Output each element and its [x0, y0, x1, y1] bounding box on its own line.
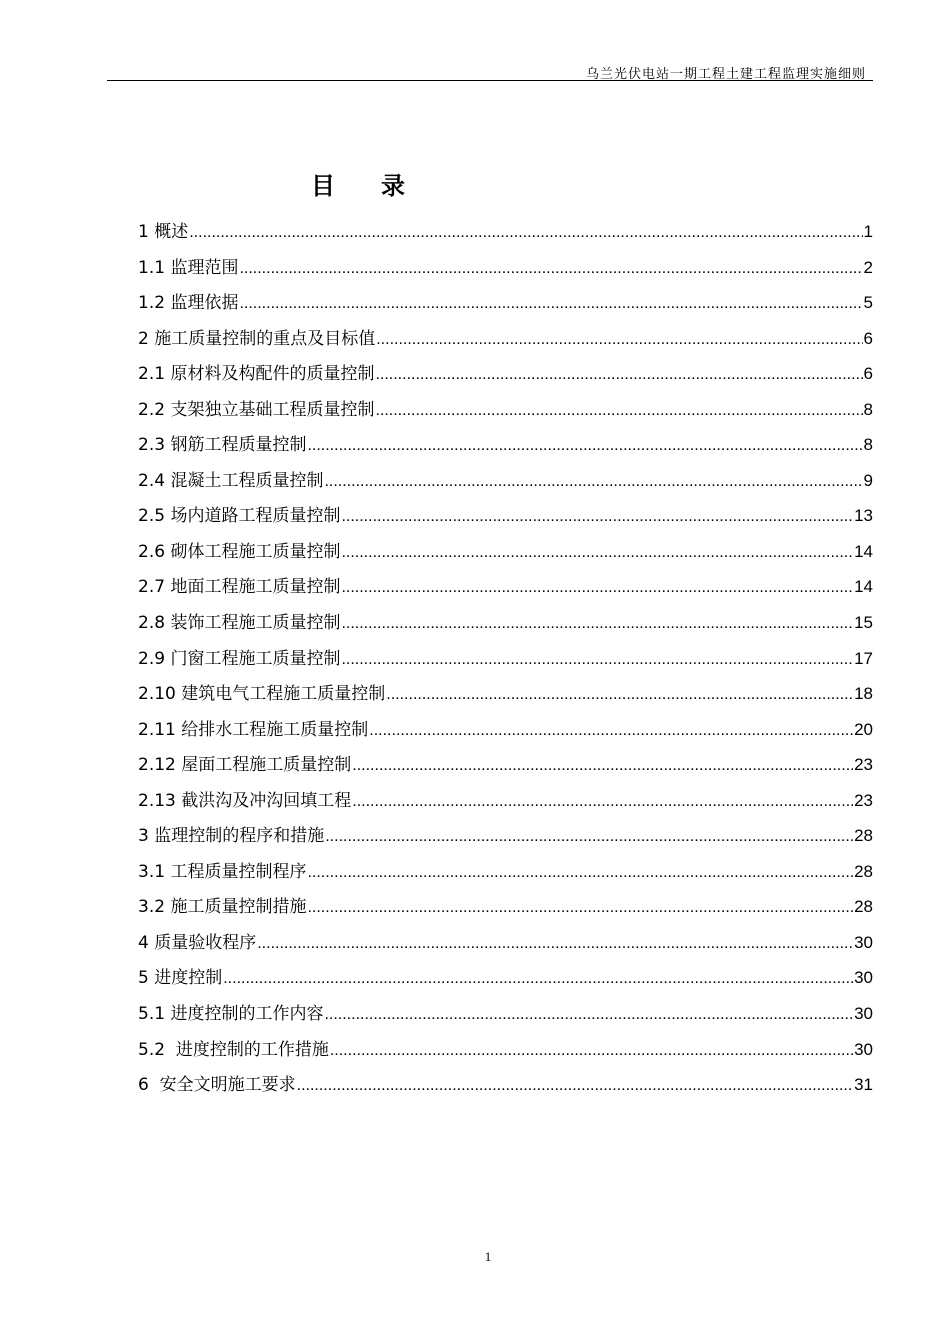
toc-dot-leader	[386, 684, 853, 706]
toc-dot-leader	[341, 613, 853, 635]
toc-dot-leader	[223, 968, 853, 990]
toc-dot-leader	[297, 1075, 853, 1097]
toc-dot-leader	[375, 400, 862, 422]
toc-entry-page: 23	[854, 790, 873, 810]
toc-entry-page: 31	[854, 1075, 873, 1095]
toc-entry-label: 2.10 建筑电气工程施工质量控制	[138, 684, 386, 705]
toc-entry-label: 2.5 场内道路工程质量控制	[138, 506, 341, 527]
toc-entry[interactable]	[138, 719, 873, 755]
toc-entry[interactable]	[138, 861, 873, 897]
toc-dot-leader	[376, 329, 862, 351]
toc-entry-page: 28	[854, 826, 873, 846]
toc-entry[interactable]	[138, 612, 873, 648]
toc-entry[interactable]	[138, 1003, 873, 1039]
toc-dot-leader	[341, 577, 853, 599]
toc-entry-label: 2.2 支架独立基础工程质量控制	[138, 399, 375, 420]
toc-entry[interactable]	[138, 221, 873, 257]
toc-title-char: 录	[381, 172, 407, 200]
toc-entry-page: 30	[854, 1039, 873, 1059]
toc-entry-page: 8	[863, 435, 873, 455]
toc-entry[interactable]	[138, 328, 873, 364]
toc-dot-leader	[352, 755, 853, 777]
toc-entry-label: 6 安全文明施工要求	[138, 1075, 296, 1096]
toc-entry[interactable]	[138, 1039, 873, 1075]
toc-entry[interactable]	[138, 648, 873, 684]
page-number: 1	[484, 1249, 492, 1264]
toc-entry[interactable]	[138, 825, 873, 861]
toc-entry-label: 2.4 混凝土工程质量控制	[138, 470, 324, 491]
toc-entry-label: 1.2 监理依据	[138, 293, 239, 314]
toc-dot-leader	[325, 826, 853, 848]
toc-entry-page: 15	[854, 613, 873, 633]
toc-dot-leader	[341, 542, 853, 564]
toc-entry-label: 2.12 屋面工程施工质量控制	[138, 755, 352, 776]
toc-entry-label: 2.7 地面工程施工质量控制	[138, 577, 341, 598]
toc-entry[interactable]	[138, 576, 873, 612]
toc-entry-label: 5.2 进度控制的工作措施	[138, 1039, 329, 1060]
toc-entry-label: 2.6 砌体工程施工质量控制	[138, 541, 341, 562]
toc-entry-label: 5 进度控制	[138, 968, 223, 989]
toc-entry[interactable]	[138, 1074, 873, 1110]
toc-entry-label: 4 质量验收程序	[138, 932, 257, 953]
toc-dot-leader	[307, 897, 853, 919]
toc-dot-leader	[307, 435, 862, 457]
toc-entry[interactable]	[138, 754, 873, 790]
toc-entry-label: 3.2 施工质量控制措施	[138, 897, 307, 918]
toc-entry-label: 1 概述	[138, 222, 189, 242]
toc-entry-label: 2.8 装饰工程施工质量控制	[138, 613, 341, 634]
toc-entry-page: 2	[863, 257, 873, 277]
toc-entry-page: 17	[854, 648, 873, 668]
toc-entry-page: 14	[854, 577, 873, 597]
toc-entry-page: 6	[863, 328, 873, 348]
toc-entry-page: 30	[854, 968, 873, 988]
toc-entry[interactable]	[138, 363, 873, 399]
toc-entry-page: 14	[854, 541, 873, 561]
toc-entry[interactable]	[138, 399, 873, 435]
toc-dot-leader	[352, 791, 853, 813]
toc-dot-leader	[341, 506, 853, 528]
toc-entry-label: 3 监理控制的程序和措施	[138, 826, 325, 847]
toc-entry-page: 9	[863, 470, 873, 490]
toc-entry-page: 1	[863, 222, 873, 241]
toc-entry[interactable]	[138, 470, 873, 506]
toc-entry-label: 2.11 给排水工程施工质量控制	[138, 719, 369, 740]
toc-entry-page: 23	[854, 755, 873, 775]
toc-entry[interactable]	[138, 541, 873, 577]
toc-entry-label: 1.1 监理范围	[138, 257, 239, 278]
toc-list	[138, 221, 873, 1110]
toc-entry-label: 2 施工质量控制的重点及目标值	[138, 328, 376, 349]
toc-entry[interactable]	[138, 790, 873, 826]
toc-entry[interactable]	[138, 932, 873, 968]
toc-entry-page: 28	[854, 897, 873, 917]
toc-entry-label: 3.1 工程质量控制程序	[138, 861, 307, 882]
toc-dot-leader	[189, 222, 862, 244]
toc-entry-label: 5.1 进度控制的工作内容	[138, 1004, 324, 1025]
toc-dot-leader	[324, 1004, 853, 1026]
toc-entry-label: 2.1 原材料及构配件的质量控制	[138, 364, 375, 385]
toc-title	[311, 166, 407, 201]
toc-dot-leader	[239, 258, 862, 280]
toc-entry[interactable]	[138, 896, 873, 932]
toc-entry-label: 2.13 截洪沟及冲沟回填工程	[138, 790, 352, 811]
toc-entry[interactable]	[138, 683, 873, 719]
toc-entry-page: 6	[863, 364, 873, 384]
toc-dot-leader	[324, 471, 862, 493]
toc-entry-page: 8	[863, 399, 873, 419]
toc-dot-leader	[375, 364, 862, 386]
toc-entry-page: 30	[854, 1004, 873, 1024]
toc-entry-page: 18	[854, 684, 873, 704]
toc-entry[interactable]	[138, 967, 873, 1003]
toc-entry-page: 13	[854, 506, 873, 526]
toc-dot-leader	[257, 933, 853, 955]
toc-entry-label: 2.3 钢筋工程质量控制	[138, 435, 307, 456]
header-rule	[107, 80, 873, 81]
toc-title-char: 目	[311, 172, 337, 200]
toc-entry[interactable]	[138, 505, 873, 541]
running-header-title: 乌兰光伏电站一期工程土建工程监理实施细则	[585, 67, 866, 82]
toc-dot-leader	[307, 862, 853, 884]
toc-entry-page: 30	[854, 932, 873, 952]
toc-entry[interactable]	[138, 257, 873, 293]
toc-entry-page: 28	[854, 861, 873, 881]
toc-entry-page: 20	[854, 719, 873, 739]
toc-entry-page: 5	[863, 293, 873, 313]
toc-entry[interactable]	[138, 292, 873, 328]
toc-dot-leader	[330, 1040, 853, 1062]
toc-dot-leader	[369, 720, 853, 742]
toc-entry[interactable]	[138, 434, 873, 470]
toc-entry-label: 2.9 门窗工程施工质量控制	[138, 648, 341, 669]
toc-dot-leader	[239, 293, 862, 315]
toc-dot-leader	[341, 649, 853, 671]
